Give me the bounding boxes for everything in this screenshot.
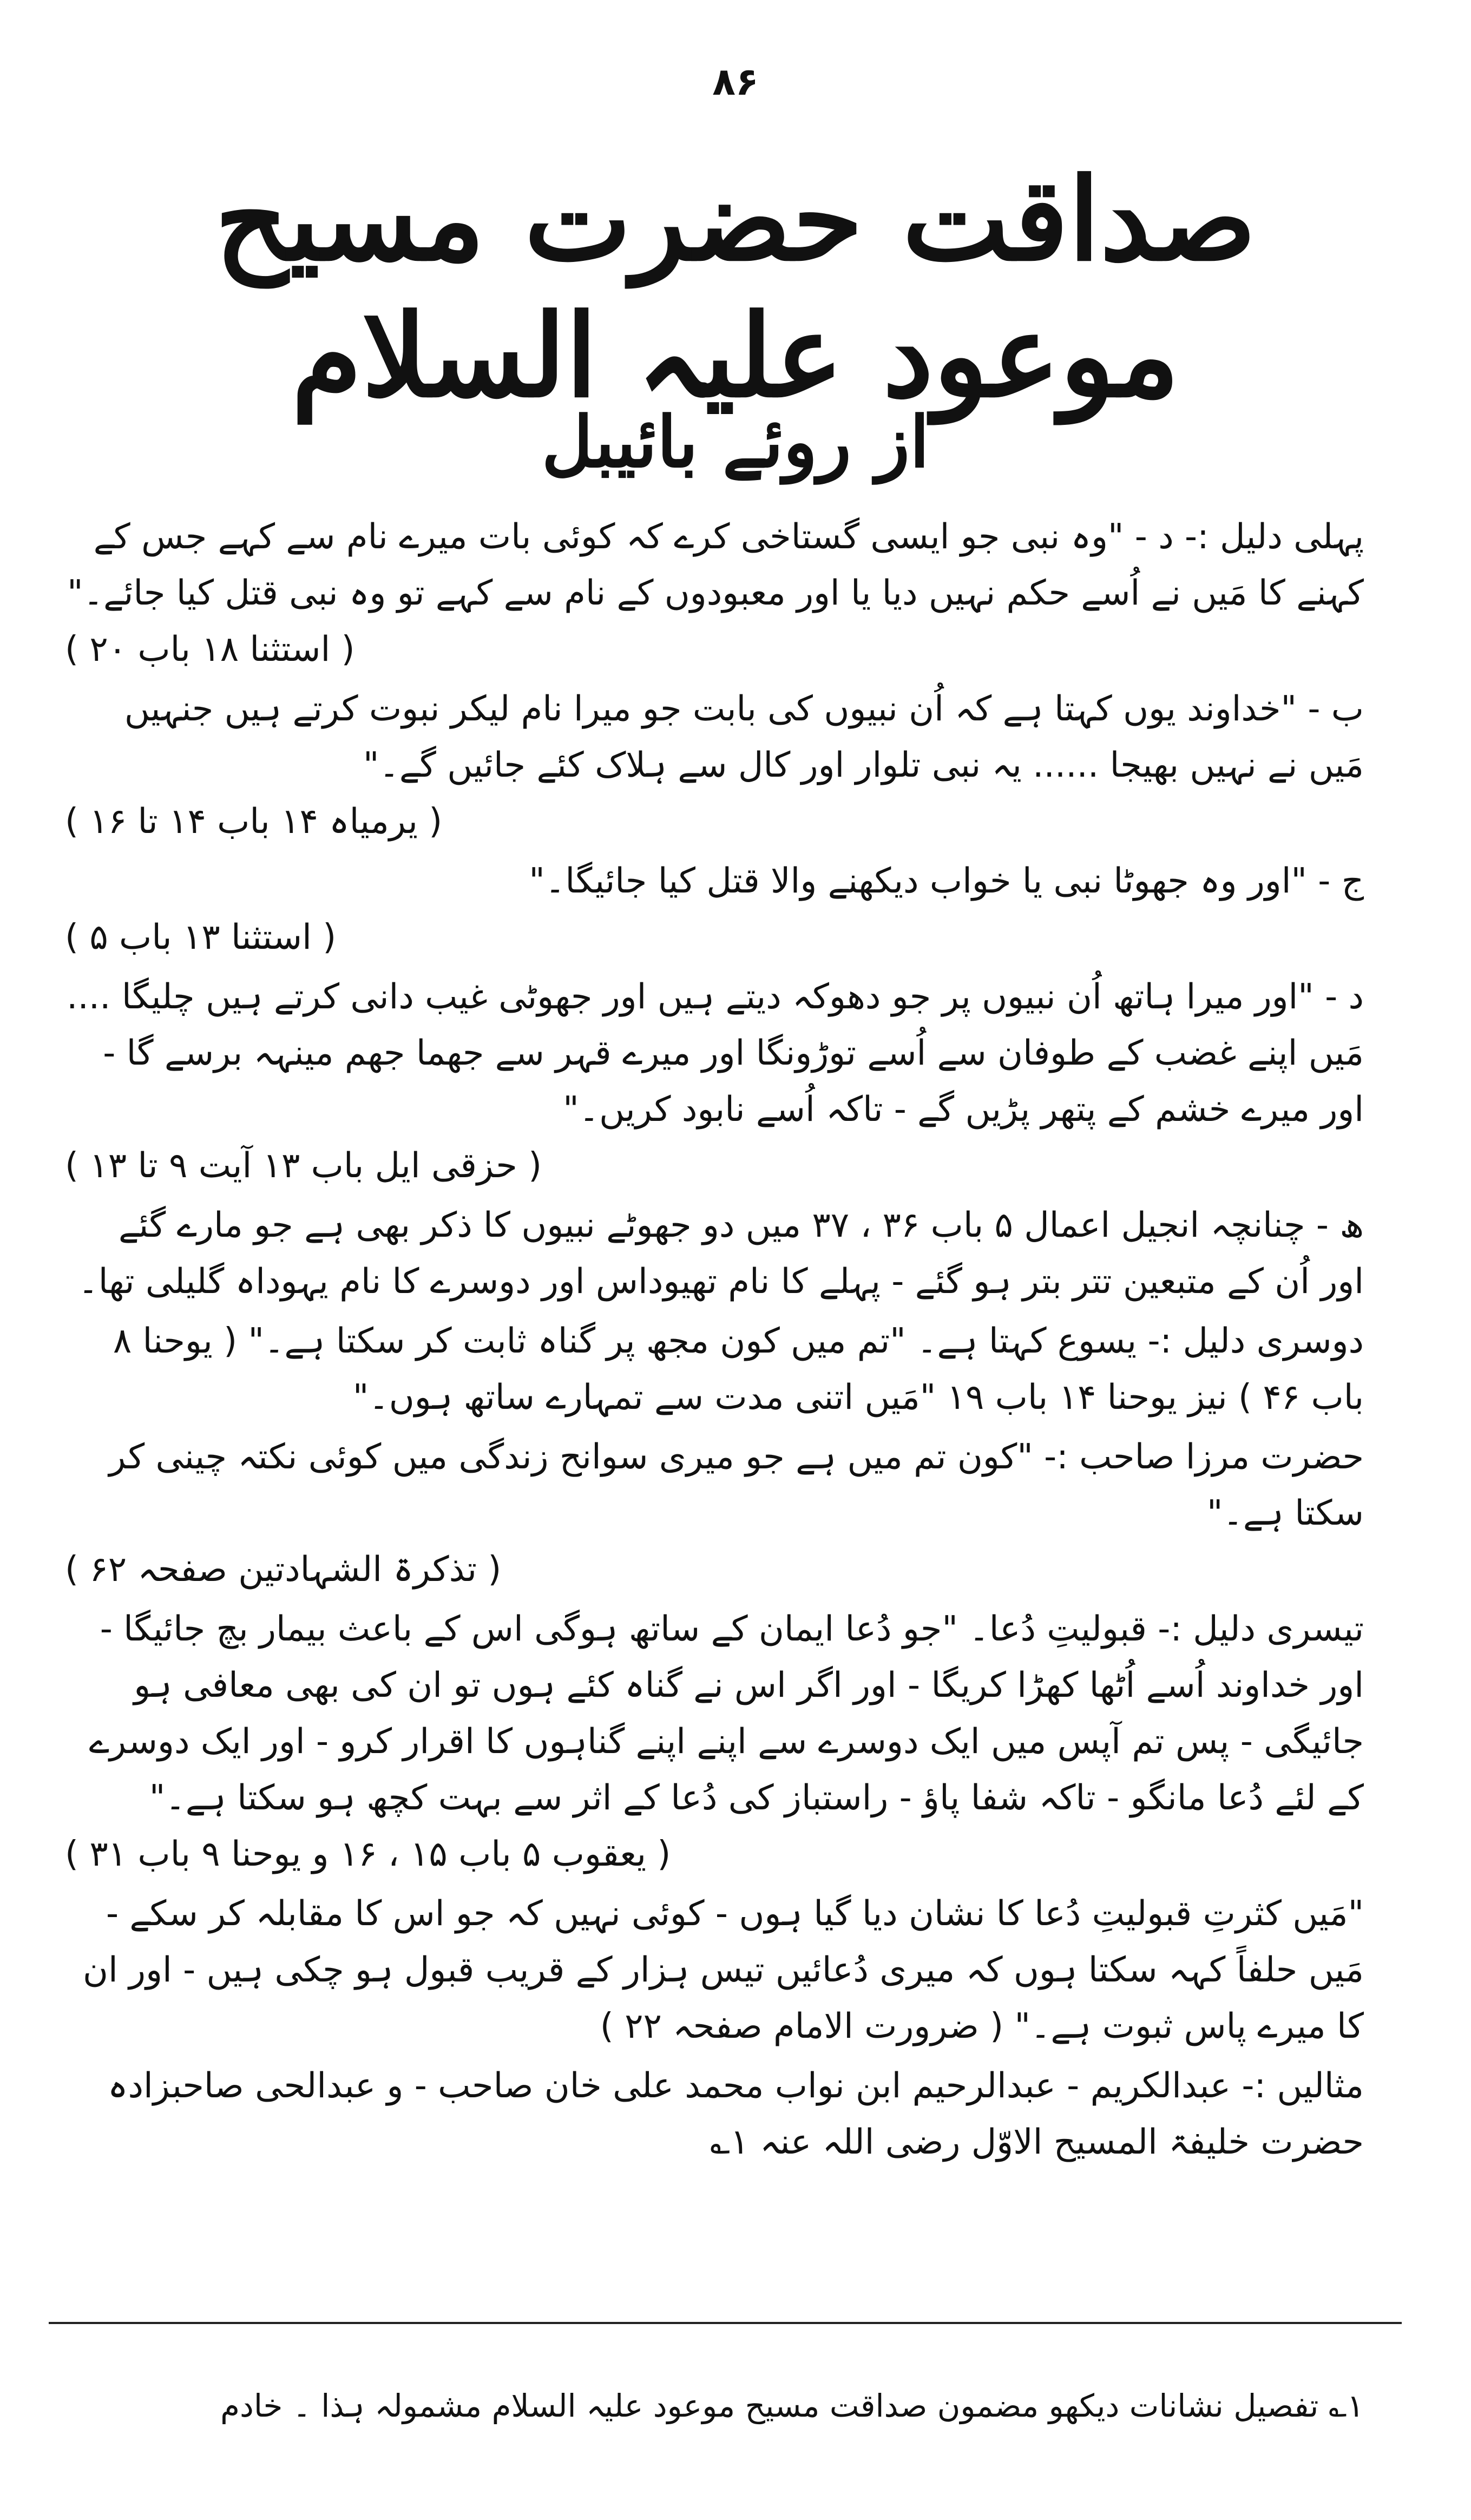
paragraph-text: ج - "اور وہ جھوٹا نبی یا خواب دیکھنے والا قتل کیا جائیگا۔" [529,861,1364,901]
body-text [65,509,1364,2174]
scripture-reference: ( یرمیاہ ۱۴ باب ۱۴ تا ۱۶ ) [65,802,443,842]
paragraph-examples [65,2058,1364,2170]
scripture-reference: ( یعقوب ۵ باب ۱۵ ، ۱۶ و یوحنا ۹ باب ۳۱ ) [65,1834,671,1874]
footnote-divider [49,2322,1402,2324]
footnote: ۱؎ تفصیل نشانات دیکھو مضمون صداقت مسیح موعود علیہ السلام مشمولہ ہذا ۔ خادم [220,2387,1364,2424]
paragraph-text: مثالیں :- عبدالکریم - عبدالرحیم ابن نواب محمد علی خان صاحب - و عبدالحی صاحبزادہ حضرت خلیفۃ المسیح الاوّل رضی اللہ عنہ ۱؎ [107,2066,1364,2162]
paragraph-text: حضرت مرزا صاحب :- "کون تم میں ہے جو میری سوانح زندگی میں کوئی نکتہ چینی کر سکتا ہے۔" [109,1437,1364,1533]
paragraph-first-argument-b [65,681,1364,850]
paragraph-text: تیسری دلیل :- قبولیتِ دُعا۔ "جو دُعا ایمان کے ساتھ ہوگی اس کے باعث بیمار بچ جائیگا - اور خداوند اُسے اُٹھا کھڑا کریگا - اور اگر اس نے گناہ کئے ہوں تو ان کی بھی معافی ہو جائیگی - پس تم آپس میں ایک دوسرے سے اپنے اپنے گناہوں کا اقرار کرو - اور ایک دوسرے کے لئے دُعا مانگو - تاکہ شفا پاؤ - راستباز کی دُعا کے اثر سے بہت کچھ ہو سکتا ہے۔" [89,1609,1364,1818]
paragraph-text: پہلی دلیل :- د - "وہ نبی جو ایسی گستاخی کرے کہ کوئی بات میرے نام سے کہے جس کے کہنے کا مَیں نے اُسے حکم نہیں دیا یا اور معبودوں کے نام سے کہے تو وہ نبی قتل کیا جائے۔" [67,517,1364,613]
book-reference: ( تذکرۃ الشہادتین صفحہ ۶۲ ) [65,1550,502,1590]
paragraph-text: "مَیں کثرتِ قبولیتِ دُعا کا نشان دیا گیا ہوں - کوئی نہیں کہ جو اس کا مقابلہ کر سکے - مَیں حلفاً کہہ سکتا ہوں کہ میری دُعائیں تیس ہزار کے قریب قبول ہو چکی ہیں - اور ان کا میرے پاس ثبوت ہے۔" ( ضرورت الامام صفحہ ۲۲ ) [83,1894,1364,2046]
paragraph-accepted-prayers-quote [65,1886,1364,2055]
paragraph-text: ب - "خداوند یوں کہتا ہے کہ اُن نبیوں کی بابت جو میرا نام لیکر نبوت کرتے ہیں جنہیں مَیں نے نہیں بھیجا ...... یہ نبی تلوار اور کال سے ہلاک کئے جائیں گے۔" [124,689,1364,785]
scripture-reference: ( استثنا ۱۸ باب ۲۰ ) [65,629,355,670]
scripture-reference: ( حزقی ایل باب ۱۳ آیت ۹ تا ۱۳ ) [65,1146,542,1186]
paragraph-text: دوسری دلیل :- یسوع کہتا ہے۔ "تم میں کون مجھ پر گناہ ثابت کر سکتا ہے۔" ( یوحنا ۸ باب ۴۶ ) نیز یوحنا ۱۴ باب ۱۹ "مَیں اتنی مدت سے تمہارے ساتھ ہوں۔" [113,1321,1364,1418]
paragraph-text: د - "اور میرا ہاتھ اُن نبیوں پر جو دھوکہ دیتے ہیں اور جھوٹی غیب دانی کرتے ہیں چلیگا .... مَیں اپنے غضب کے طوفان سے اُسے توڑونگا اور میرے قہر سے جھما جھم مینہہ برسے گا - اور میرے خشم کے پتھر پڑیں گے - تاکہ اُسے نابود کریں۔" [67,977,1364,1130]
paragraph-mirza-sahib-quote [65,1429,1364,1598]
page-subtitle: از روئے بائیبل [541,401,930,483]
page-number: ۸۶ [712,60,759,104]
page-title: صداقت حضرت مسیح موعود علیہ السلام [215,153,1256,423]
paragraph-second-argument [65,1313,1364,1426]
paragraph-first-argument-c [65,853,1364,966]
paragraph-third-argument [65,1601,1364,1882]
paragraph-text: ھ - چنانچہ انجیل اعمال ۵ باب ۳۶ ، ۳۷ میں دو جھوٹے نبیوں کا ذکر بھی ہے جو مارے گئے اور اُن کے متبعین تتر بتر ہو گئے - پہلے کا نام تھیوداس اور دوسرے کا نام یہوداہ گلیلی تھا۔ [78,1205,1364,1302]
scripture-reference: ( استثنا ۱۳ باب ۵ ) [65,917,337,957]
paragraph-first-argument-d [65,969,1364,1194]
paragraph-first-argument-a [65,509,1364,678]
paragraph-first-argument-e [65,1197,1364,1310]
